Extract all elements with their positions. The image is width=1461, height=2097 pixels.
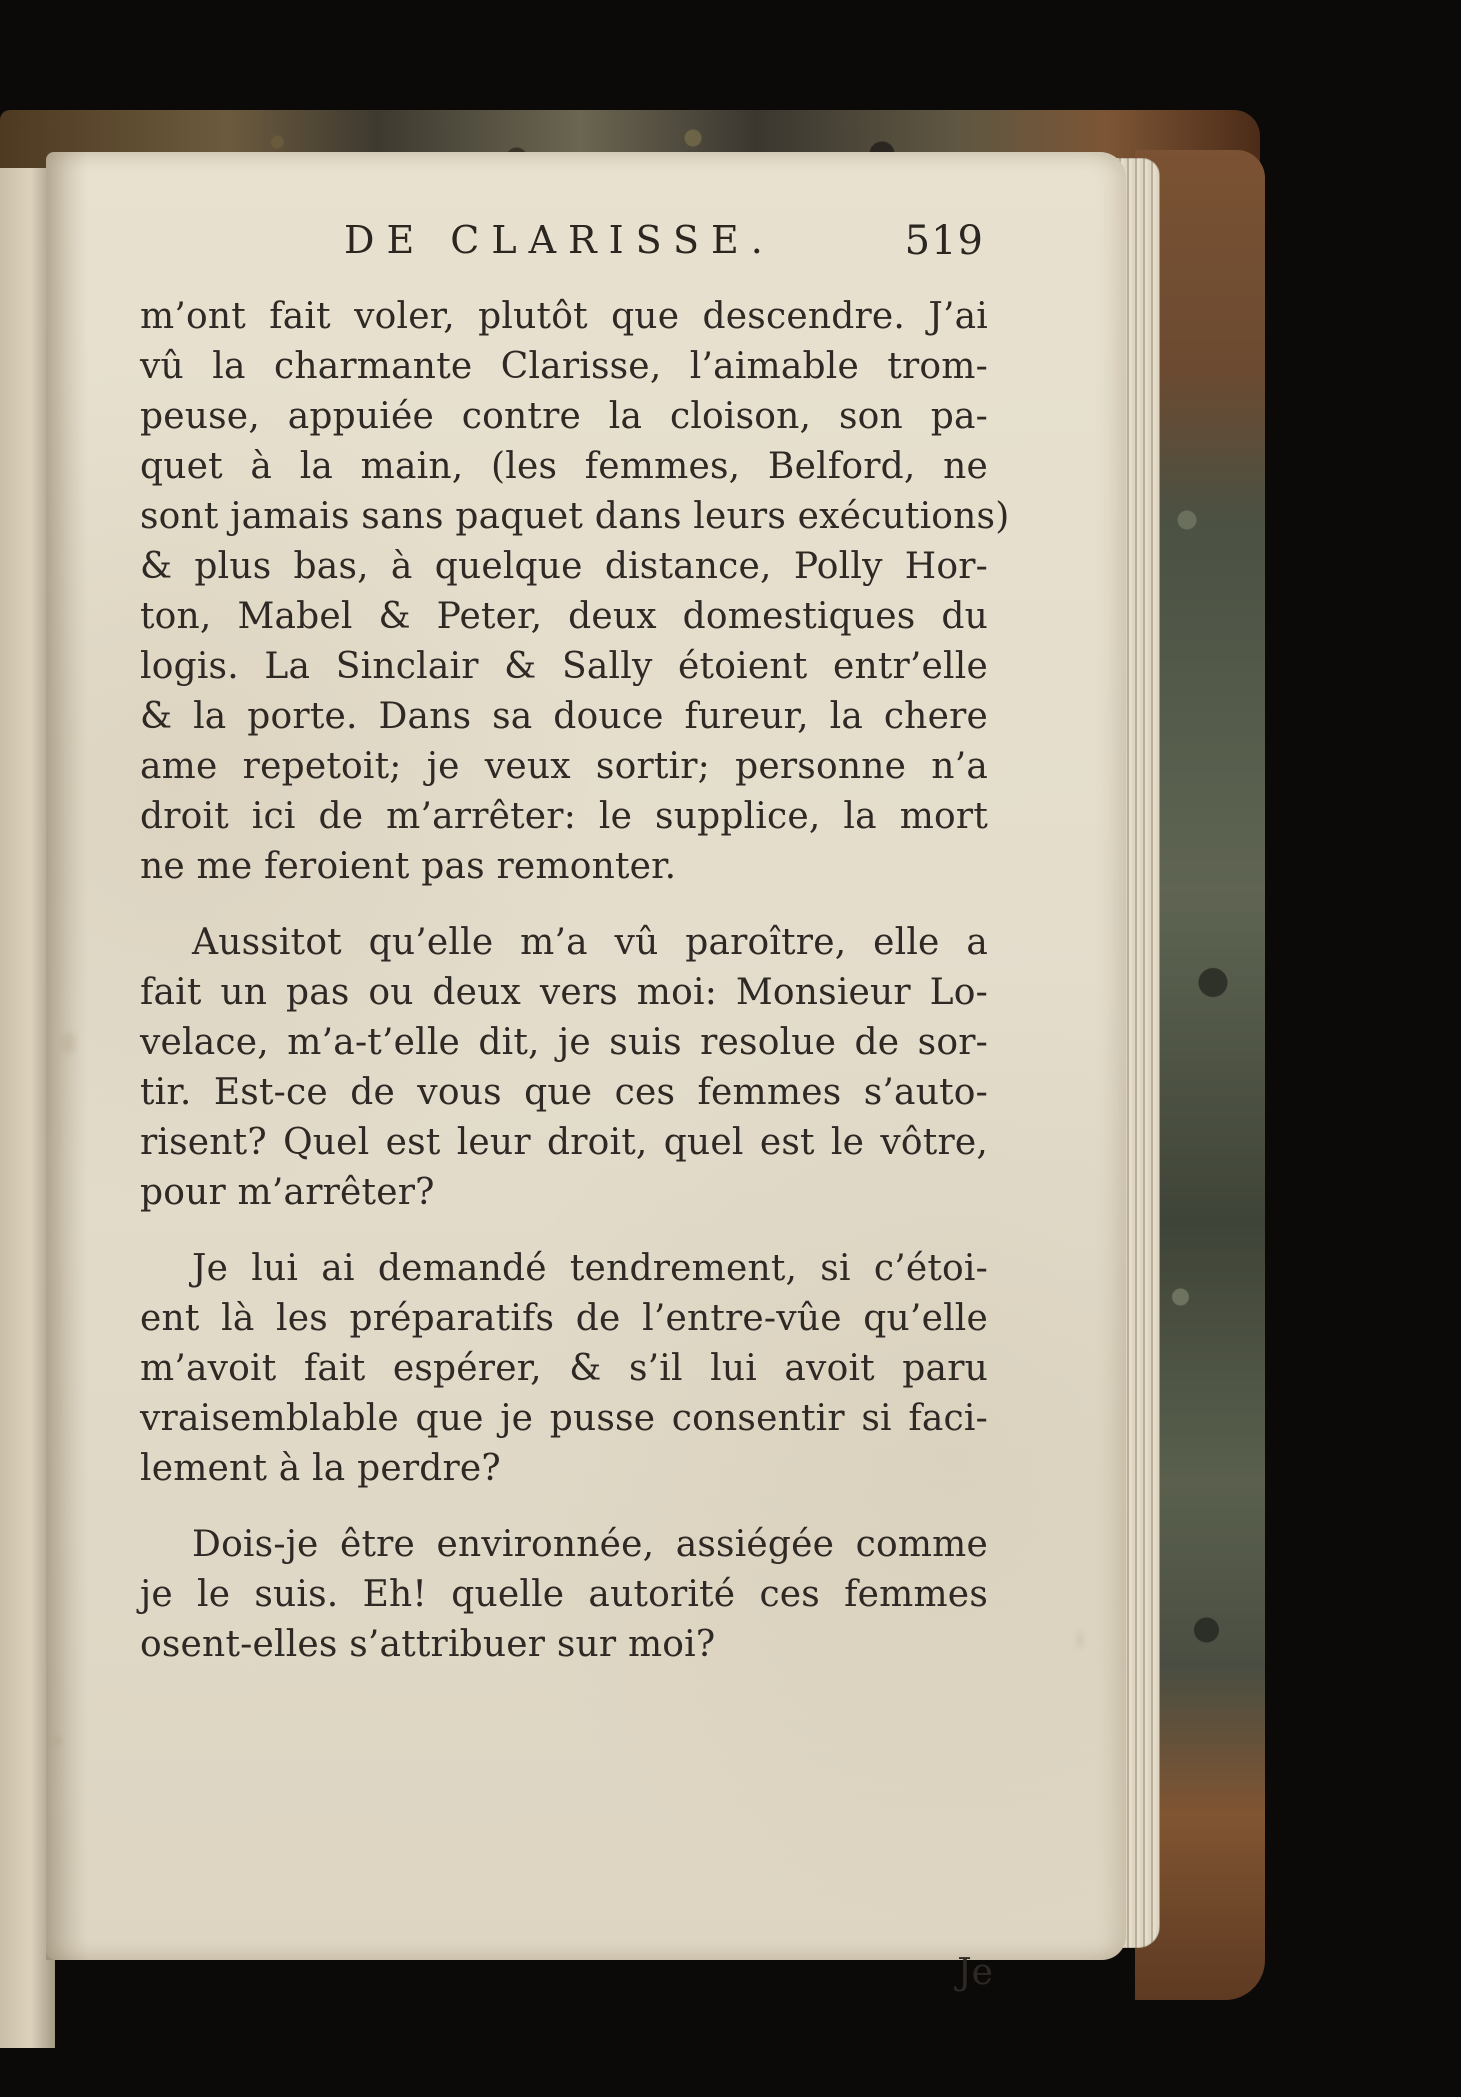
text-line: & plus bas, à quelque distance, Polly Hor- (140, 546, 988, 587)
paragraph (140, 918, 988, 1218)
text-line: ton, Mabel & Peter, deux domestiques du (140, 596, 988, 637)
text-line: osent-elles s’attribuer sur moi? (140, 1624, 716, 1665)
text-line: Je lui ai demandé tendrement, si c’étoi- (192, 1248, 988, 1289)
text-line: tir. Est-ce de vous que ces femmes s’auto- (140, 1072, 988, 1113)
text-line: fait un pas ou deux vers moi: Monsieur Lo- (140, 972, 988, 1013)
text-line: logis. La Sinclair & Sally étoient entr’elle (140, 646, 988, 687)
page-text (140, 292, 1010, 1670)
text-line: vû la charmante Clarisse, l’aimable trom- (140, 346, 988, 387)
gutter-shadow (46, 152, 88, 1960)
text-line: je le suis. Eh! quelle autorité ces femmes (140, 1574, 988, 1615)
paragraph-gap (140, 892, 988, 918)
catchword: Je (957, 1952, 993, 1993)
book-page (46, 152, 1126, 1993)
running-head (344, 218, 984, 286)
text-line: vraisemblable que je pusse consentir si faci- (140, 1398, 988, 1439)
text-line: m’avoit fait espérer, & s’il lui avoit paru (140, 1348, 988, 1389)
text-line: pour m’arrêter? (140, 1172, 435, 1213)
text-line: risent? Quel est leur droit, quel est le vôtre, (140, 1122, 988, 1163)
text-line: Aussitot qu’elle m’a vû paroître, elle a (192, 922, 988, 963)
text-line: velace, m’a-t’elle dit, je suis resolue de sor- (140, 1022, 988, 1063)
paragraph-gap (140, 1494, 988, 1520)
text-line: & la porte. Dans sa douce fureur, la chere (140, 696, 988, 737)
page-stain (62, 1032, 76, 1054)
text-line: ne me feroient pas remonter. (140, 846, 677, 887)
text-line: m’ont fait voler, plutôt que descendre. J’ai (140, 296, 988, 337)
page-stain (1076, 1632, 1084, 1648)
running-title: DE CLARISSE. (344, 218, 775, 262)
page-stain (54, 1737, 62, 1745)
text-line: peuse, appuiée contre la cloison, son pa- (140, 396, 988, 437)
paragraph (140, 292, 1010, 892)
page-number: 519 (904, 218, 984, 264)
text-line: ent là les préparatifs de l’entre-vûe qu’elle (140, 1298, 988, 1339)
text-line: quet à la main, (les femmes, Belford, ne (140, 446, 988, 487)
text-line: sont jamais sans paquet dans leurs exécutions) (140, 496, 1010, 537)
text-line: Dois-je être environnée, assiégée comme (192, 1524, 988, 1565)
text-line: ame repetoit; je veux sortir; personne n’a (140, 746, 988, 787)
paragraph (140, 1244, 988, 1494)
text-line: droit ici de m’arrêter: le supplice, la mort (140, 796, 988, 837)
paragraph (140, 1520, 988, 1670)
text-line: lement à la perdre? (140, 1448, 501, 1489)
paragraph-gap (140, 1218, 988, 1244)
